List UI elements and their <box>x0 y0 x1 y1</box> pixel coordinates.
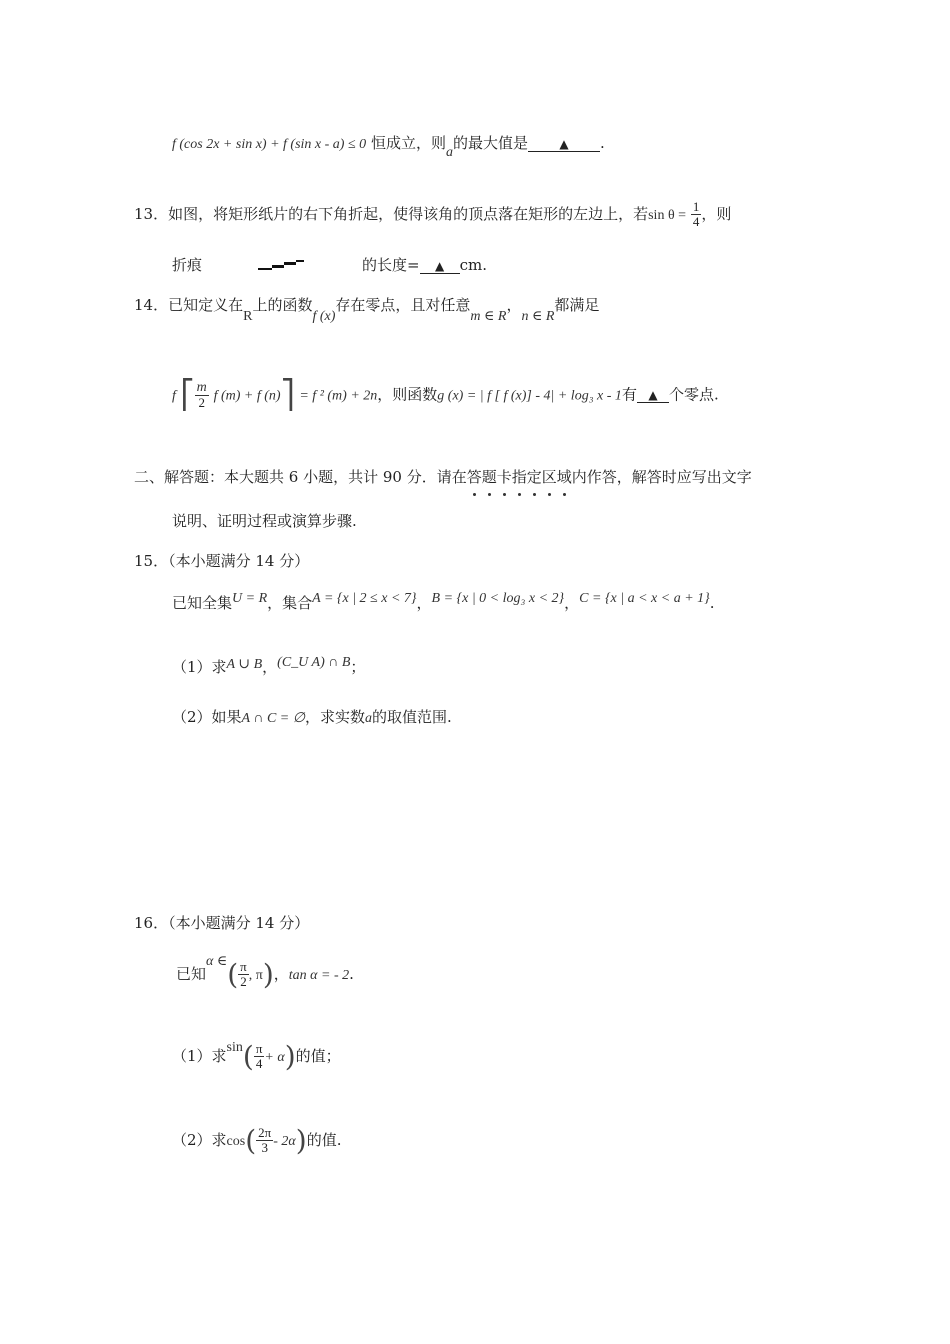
q16-p2-end: 的值. <box>306 1130 342 1149</box>
q15-stem: 已知全集U = R，集合A = {x | 2 ≤ x < 7}，B = {x | 0 < log₃ x < 2}，C = {x | a < x < a + 1}. <box>172 591 715 612</box>
q13-line2-tail <box>362 256 487 274</box>
q14-m-in-R: m ∈ R <box>470 309 507 324</box>
q16-p1-frac-4: 4 <box>255 1056 263 1072</box>
q14-n-in-R: n ∈ R <box>521 309 555 324</box>
q14-text1: 已知定义在 <box>168 296 244 314</box>
q16-p2-frac <box>256 1126 273 1156</box>
q16-frac-pi: π <box>240 959 247 974</box>
q13-frac-den: 4 <box>692 214 700 230</box>
q16-frac-2: 2 <box>240 974 247 990</box>
q13-text4: 的长度= <box>362 256 420 274</box>
q15-p1-label: （1）求 <box>172 658 227 676</box>
q14-frac-num: m <box>196 380 207 395</box>
q16-p1-end: 的值； <box>295 1046 341 1065</box>
q14-text6: 有 <box>621 385 637 404</box>
q15-text1: 已知全集 <box>172 594 233 612</box>
q14-bracket-open: ⎡ <box>180 378 195 412</box>
q16-p1-paren-open: ( <box>242 1039 254 1073</box>
q16-p1-plus-alpha: + α <box>264 1049 285 1065</box>
q15-text2: ，集合 <box>267 594 313 612</box>
q14-eq-mid: f (m) + f (n) <box>213 388 281 404</box>
q15-set-A: A = {x | 2 ≤ x < 7} <box>312 591 417 606</box>
q16-p1-sin: sin <box>226 1039 243 1055</box>
section2-emphasis <box>467 468 572 486</box>
q12-text1: 恒成立，则 <box>370 134 446 152</box>
q16-paren-close: ) <box>262 957 274 991</box>
q14-text5: ，则函数 <box>377 385 438 404</box>
q15-p2-label: （2）如果 <box>172 708 242 726</box>
q15-p2-end: 的取值范围. <box>371 708 452 726</box>
q15-end: . <box>709 594 715 612</box>
q12-text2: 的最大值是 <box>452 134 528 152</box>
q16-header-text: （本小题满分 14 分） <box>168 914 310 932</box>
q12-expr: f (cos 2x + sin x) + f (sin x - a) ≤ 0 <box>172 137 367 152</box>
q13-line2 <box>172 256 202 274</box>
q12-tail <box>172 134 605 160</box>
q16-p2-label: （2）求 <box>172 1130 227 1149</box>
q13-text1: 如图，将矩形纸片的右下角折起，使得该角的顶点落在矩形的左边上，若 <box>168 204 649 223</box>
q15-header <box>134 552 309 570</box>
q13-frac-num: 1 <box>692 199 700 214</box>
q13-text3: 折痕 <box>172 256 203 274</box>
q15-set-C: C = {x | a < x < a + 1} <box>579 591 710 606</box>
q13-line1 <box>134 200 731 230</box>
q14-fx: f (x) <box>312 309 336 324</box>
q14-frac-den: 2 <box>198 395 205 411</box>
q14-frac-m-2 <box>195 380 209 411</box>
q15-part2 <box>172 708 452 728</box>
crease-segment-image <box>258 258 304 270</box>
q15-U: U = R <box>232 591 268 606</box>
q14-text2: 上的函数 <box>252 296 313 314</box>
section2-text-b: 答题卡指定区域 <box>466 468 572 486</box>
q12-var: a <box>445 145 453 160</box>
q14-text3: 存在零点，且对任意 <box>335 296 471 314</box>
q14-R1: R <box>243 309 253 324</box>
q16-p1-frac-pi: π <box>255 1041 263 1056</box>
q16-number: 16． <box>134 914 169 932</box>
q15-p1-expr2: (C_U A) ∩ B <box>277 655 351 670</box>
q16-p2-cos: cos <box>226 1133 246 1149</box>
q16-p2-minus-2alpha: - 2α <box>273 1133 296 1149</box>
q15-set-B: B = {x | 0 < log₃ x < 2} <box>431 591 565 606</box>
q14-eq-left: f <box>172 388 176 404</box>
q16-stem: 已知α ∈( $\frac{\pi}{2}$ , π)，tan α = - 2. <box>176 953 354 991</box>
q13-fraction <box>691 200 702 230</box>
q14-line2 <box>172 380 719 411</box>
section2-text-c: 内作答，解答时应写出文字 <box>571 468 752 486</box>
section2-text-a: 二、解答题：本大题共 6 小题，共计 90 分．请在 <box>134 468 467 486</box>
q14-line1 <box>134 296 600 324</box>
section2-line1 <box>134 468 752 486</box>
q14-g-expr: g (x) = | f [ f (x)] - 4| + log₃ x - 1 <box>437 388 622 404</box>
q16-p1-label: （1）求 <box>172 1046 227 1065</box>
q12-answer-blank: ▲ <box>528 138 600 152</box>
q16-p2-frac-3: 3 <box>261 1140 268 1156</box>
q14-bracket-close: ⎤ <box>280 378 295 412</box>
q13-sin-label: sin θ = <box>648 207 687 223</box>
q12-end: . <box>599 134 605 152</box>
q16-part1 <box>172 1039 341 1073</box>
section2-text-2: 说明、证明过程或演算步骤. <box>172 512 357 530</box>
q16-pi2: , π <box>248 967 263 983</box>
q15-part1: （1）求A ∪ B，(C_U A) ∩ B； <box>172 655 366 676</box>
q15-p2-expr: A ∩ C = ∅ <box>241 711 305 726</box>
q13-unit: cm. <box>459 256 487 274</box>
q14-text7: 个零点. <box>668 385 719 404</box>
q15-header-text: （本小题满分 14 分） <box>168 552 310 570</box>
q16-p1-frac <box>254 1042 265 1072</box>
q16-paren-open: ( <box>227 957 239 991</box>
q13-answer-blank: ▲ <box>420 260 460 274</box>
section2-line2 <box>172 512 357 530</box>
q16-frac-pi-2 <box>238 960 249 990</box>
q16-tan: tan α = - 2 <box>288 967 350 983</box>
q14-eq-right: = f ² (m) + 2n <box>299 388 378 404</box>
q14-answer-blank: ▲ <box>637 389 669 403</box>
q14-number: 14． <box>134 296 169 314</box>
q16-p2-frac-2pi: 2π <box>258 1125 272 1140</box>
q16-header <box>134 914 309 932</box>
q15-p2-var: a <box>364 711 372 726</box>
q16-alpha-in: α ∈ <box>206 953 228 969</box>
q16-p1-paren-close: ) <box>284 1039 296 1073</box>
q16-p2-paren-open: ( <box>245 1123 257 1157</box>
q13-text2: ，则 <box>701 204 732 223</box>
q14-text4: 都满足 <box>554 296 600 314</box>
q14-comma: ， <box>506 296 522 314</box>
q15-p1-end: ； <box>350 658 366 676</box>
q16-text1: 已知 <box>176 964 207 983</box>
q15-p2-text: ，求实数 <box>304 708 365 726</box>
q16-end: . <box>349 964 354 983</box>
q15-p1-expr1: A ∪ B <box>226 657 263 672</box>
q16-p2-paren-close: ) <box>295 1123 307 1157</box>
q16-part2 <box>172 1123 342 1157</box>
q15-number: 15． <box>134 552 169 570</box>
q13-number: 13． <box>134 204 169 223</box>
